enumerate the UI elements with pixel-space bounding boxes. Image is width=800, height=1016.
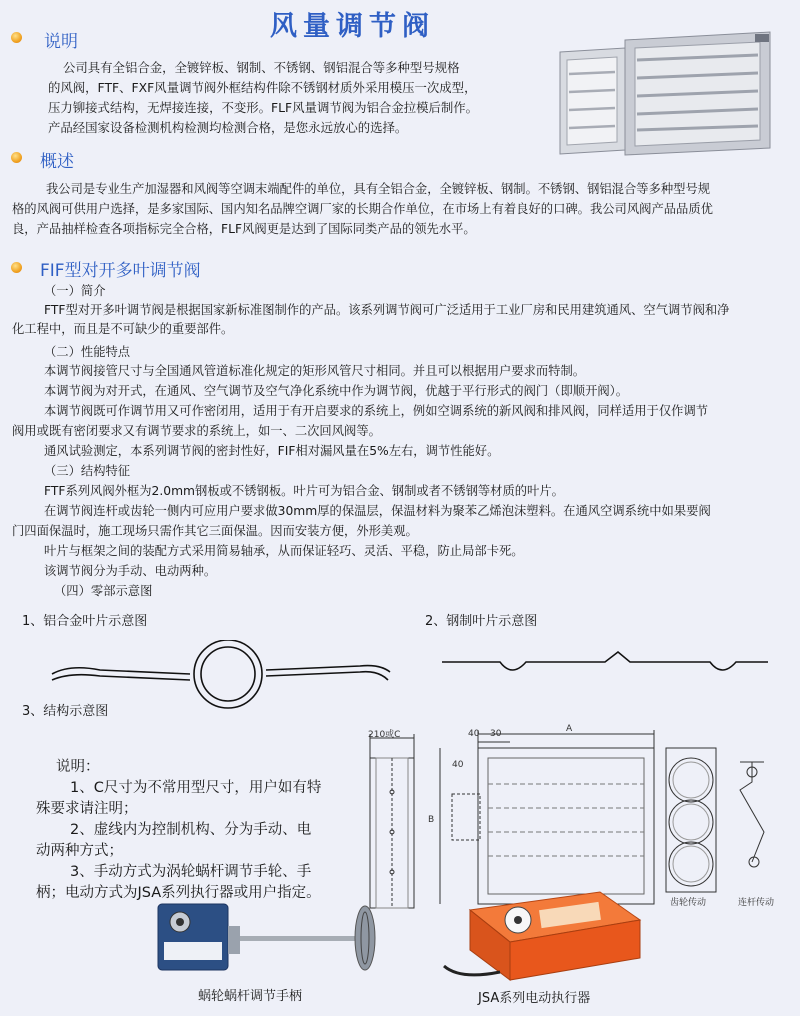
fif-line: 该调节阀分为手动、电动两种。 <box>44 564 217 578</box>
intro-line: 产品经国家设备检测机构检测均检测合格，是您永远放心的选择。 <box>48 120 408 135</box>
actuator-caption: JSA系列电动执行器 <box>478 991 591 1006</box>
subsection-title: （二）性能特点 <box>44 345 131 359</box>
dim-label-a: A <box>566 724 573 734</box>
diagram-caption-aluminum: 1、铝合金叶片示意图 <box>22 614 148 629</box>
note-line: 1、C尺寸为不常用型尺寸，用户如有特 <box>70 780 322 796</box>
handle-caption: 蜗轮蜗杆调节手柄 <box>198 989 303 1004</box>
fif-line: 通风试验测定，本系列调节阀的密封性好，FIF相对漏风量在5%左右，调节性能好。 <box>44 444 500 458</box>
subsection-title: （一）简介 <box>44 284 106 298</box>
aluminum-blade-diagram <box>40 640 400 710</box>
bullet-icon <box>11 152 22 163</box>
overview-line: 良，产品抽样检查各项指标完全合格，FLF风阀更是达到了国际同类产品的领先水平。 <box>12 222 476 236</box>
intro-line: 的风阀，FTF、FXF风量调节阀外框结构件除不锈钢材质外采用模压一次成型， <box>48 80 477 95</box>
fif-line: 叶片与框架之间的装配方式采用简易轴承，从而保证轻巧、灵活、平稳，防止局部卡死。 <box>44 544 524 558</box>
dim-label-c: 210或C <box>368 730 401 740</box>
structure-drawing <box>360 722 790 912</box>
note-line: 3、手动方式为涡轮蜗杆调节手轮、手 <box>70 864 312 880</box>
fif-line: FTF系列风阀外框为2.0mm钢板或不锈钢板。叶片可为铝合金、钢制或者不锈钢等材质的叶片。 <box>44 484 564 498</box>
section-heading-intro: 说明 <box>44 32 78 52</box>
overview-line: 我公司是专业生产加湿器和风阀等空调末端配件的单位，具有全铝合金，全镀锌板、钢制。不锈钢、钢铝混合等多种型号规 <box>46 182 711 196</box>
damper-photo <box>555 30 775 170</box>
steel-blade-diagram <box>440 650 770 690</box>
notes-title: 说明： <box>56 759 100 775</box>
subsection-title: （三）结构特征 <box>44 464 131 478</box>
section-heading-overview: 概述 <box>40 152 74 172</box>
bullet-icon <box>11 32 22 43</box>
bullet-icon <box>11 262 22 273</box>
fif-line: 在调节阀连杆或齿轮一侧内可应用户要求做30mm厚的保温层，保温材料为聚苯乙烯泡沫塑料。在通风空调系统中如果要阀 <box>44 504 711 518</box>
dim-label-30: 30 <box>490 729 502 739</box>
rod-drive-label: 连杆传动 <box>738 898 775 908</box>
fif-line: 门四面保温时，施工现场只需作其它三面保温。因而安装方便，外形美观。 <box>12 524 418 538</box>
intro-line: 公司具有全铝合金，全镀锌板、钢制、不锈钢、钢铝混合等多种型号规格 <box>63 60 460 75</box>
overview-line: 格的风阀可供用户选择，是多家国际、国内知名品牌空调厂家的长期合作单位，在市场上有着良好的口碑。我公司风阀产品品质优 <box>12 202 713 216</box>
fif-line: FTF型对开多叶调节阀是根据国家新标准图制作的产品。该系列调节阀可广泛适用于工业厂房和民用建筑通风、空气调节阀和净 <box>44 303 730 317</box>
note-line: 柄；电动方式为JSA系列执行器或用户指定。 <box>36 885 321 901</box>
fif-line: 化工程中，而且是不可缺少的重要部件。 <box>12 322 234 336</box>
subsection-title: （四）零部示意图 <box>54 584 153 598</box>
fif-line: 阀用或既有密闭要求又有调节要求的系统上，如一、二次回风阀等。 <box>12 424 381 438</box>
note-line: 2、虚线内为控制机构、分为手动、电 <box>70 822 312 838</box>
section-heading-fif: FIF型对开多叶调节阀 <box>40 261 201 281</box>
fif-line: 本调节阀接管尺寸与全国通风管道标准化规定的矩形风管尺寸相同。并且可以根据用户要求而特制。 <box>44 364 586 378</box>
dim-label-b: B <box>428 815 435 825</box>
diagram-caption-steel: 2、钢制叶片示意图 <box>425 614 538 629</box>
note-line: 殊要求请注明； <box>36 801 138 817</box>
intro-line: 压力铆接式结构，无焊接连接，不变形。FLF风量调节阀为铝合金拉模后制作。 <box>48 100 479 115</box>
dim-label-40: 40 <box>468 729 480 739</box>
page-title: 风量调节阀 <box>270 11 435 42</box>
fif-line: 本调节阀为对开式，在通风、空气调节及空气净化系统中作为调节阀，优越于平行形式的阀门（即顺开阀）。 <box>44 384 629 398</box>
dim-label-40v: 40 <box>452 760 464 770</box>
actuator-photo <box>440 890 650 985</box>
fif-line: 本调节阀既可作调节用又可作密闭用，适用于有开启要求的系统上，例如空调系统的新风阀和排风阀，同样适用于仅作调节 <box>44 404 709 418</box>
diagram-caption-structure: 3、结构示意图 <box>22 704 109 719</box>
gear-drive-label: 齿轮传动 <box>670 898 707 908</box>
note-line: 动两种方式； <box>36 843 123 859</box>
worm-handle-photo <box>150 900 400 985</box>
